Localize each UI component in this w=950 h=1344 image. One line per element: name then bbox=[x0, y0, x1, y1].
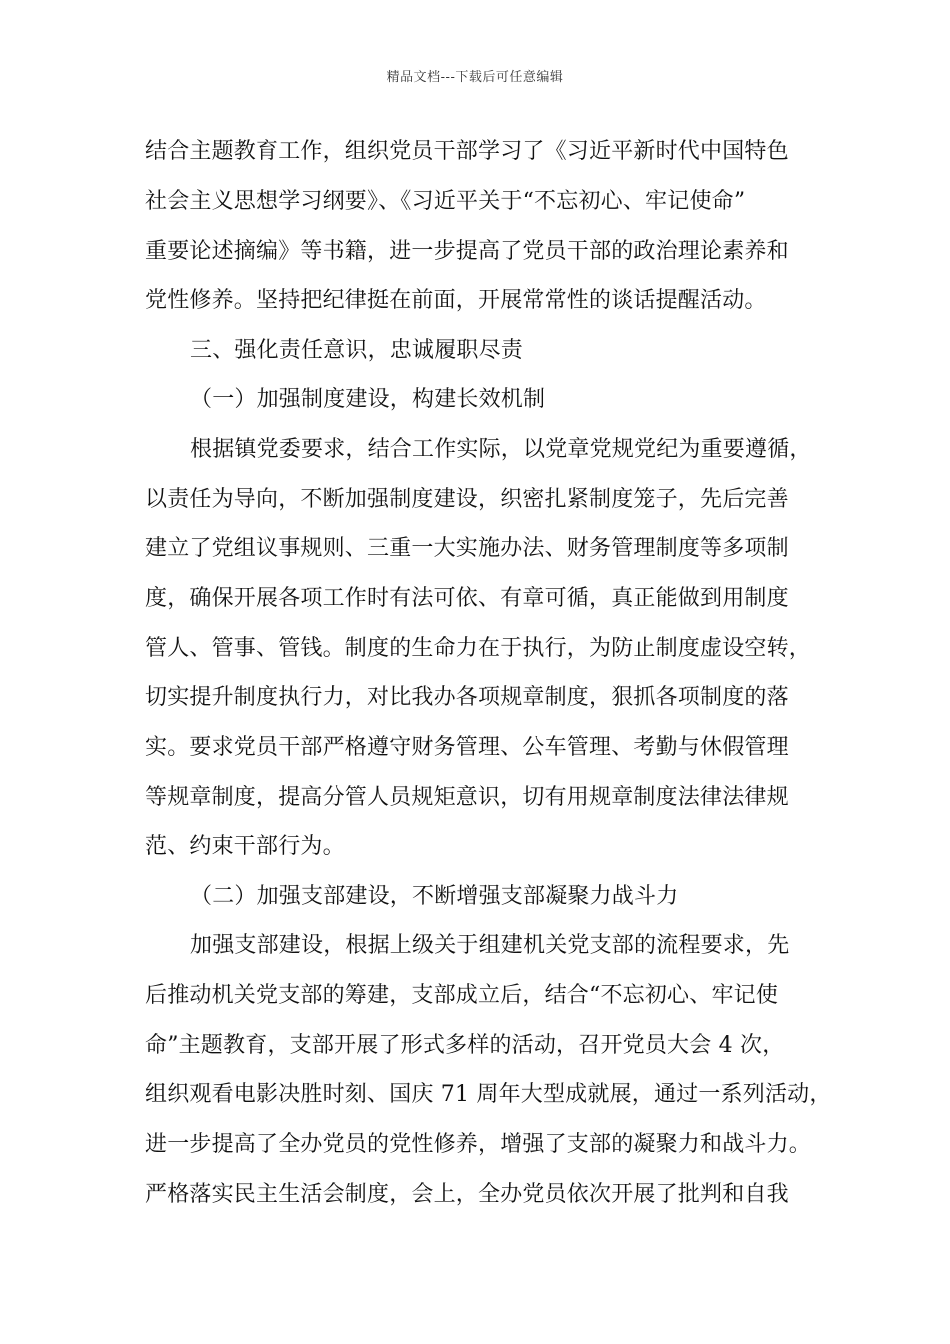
text-line-2: 社会主义思想学习纲要》、《习近平关于“不忘初心、牢记使命” bbox=[145, 189, 746, 214]
text-line-22: 严格落实民主生活会制度，会上，全办党员依次开展了批判和自我 bbox=[145, 1182, 789, 1207]
subsection-heading-2: （二）加强支部建设，不断增强支部凝聚力战斗力 bbox=[190, 884, 679, 909]
text-line-3: 重要论述摘编》等书籍，进一步提高了党员干部的政治理论素养和 bbox=[145, 239, 789, 264]
text-line-14: 等规章制度，提高分管人员规矩意识，切有用规章制度法律法律规 bbox=[145, 785, 789, 810]
page-header: 精品文档---下载后可任意编辑 bbox=[386, 70, 564, 85]
section-heading-3: 三、强化责任意识，忠诚履职尽责 bbox=[190, 338, 524, 363]
text-line-12: 切实提升制度执行力，对比我办各项规章制度，狠抓各项制度的落 bbox=[145, 685, 789, 710]
text-line-11: 管人、管事、管钱。制度的生命力在于执行，为防止制度虚设空转， bbox=[145, 636, 812, 661]
text-line-17: 加强支部建设，根据上级关于组建机关党支部的流程要求，先 bbox=[190, 933, 790, 958]
text-line-13: 实。要求党员干部严格遵守财务管理、公车管理、考勤与休假管理 bbox=[145, 735, 789, 760]
text-line-18: 后推动机关党支部的筹建，支部成立后，结合“不忘初心、牢记使 bbox=[145, 983, 779, 1008]
text-line-1: 结合主题教育工作，组织党员干部学习了《习近平新时代中国特色 bbox=[145, 139, 789, 164]
text-line-21: 进一步提高了全办党员的党性修养，增强了支部的凝聚力和战斗力。 bbox=[145, 1132, 812, 1157]
subsection-heading-1: （一）加强制度建设，构建长效机制 bbox=[190, 387, 546, 412]
text-line-19: 命”主题教育，支部开展了形式多样的活动，召开党员大会 4 次， bbox=[145, 1033, 785, 1058]
text-line-9: 建立了党组议事规则、三重一大实施办法、财务管理制度等多项制 bbox=[145, 536, 789, 561]
text-line-7: 根据镇党委要求，结合工作实际，以党章党规党纪为重要遵循， bbox=[190, 437, 812, 462]
text-line-15: 范、约束干部行为。 bbox=[145, 834, 345, 859]
text-line-4: 党性修养。坚持把纪律挺在前面，开展常常性的谈话提醒活动。 bbox=[145, 288, 767, 313]
text-line-10: 度，确保开展各项工作时有法可依、有章可循，真正能做到用制度 bbox=[145, 586, 789, 611]
text-line-8: 以责任为导向，不断加强制度建设，织密扎紧制度笼子，先后完善 bbox=[145, 487, 789, 512]
text-line-20: 组织观看电影决胜时刻、国庆 71 周年大型成就展，通过一系列活动， bbox=[145, 1082, 832, 1107]
